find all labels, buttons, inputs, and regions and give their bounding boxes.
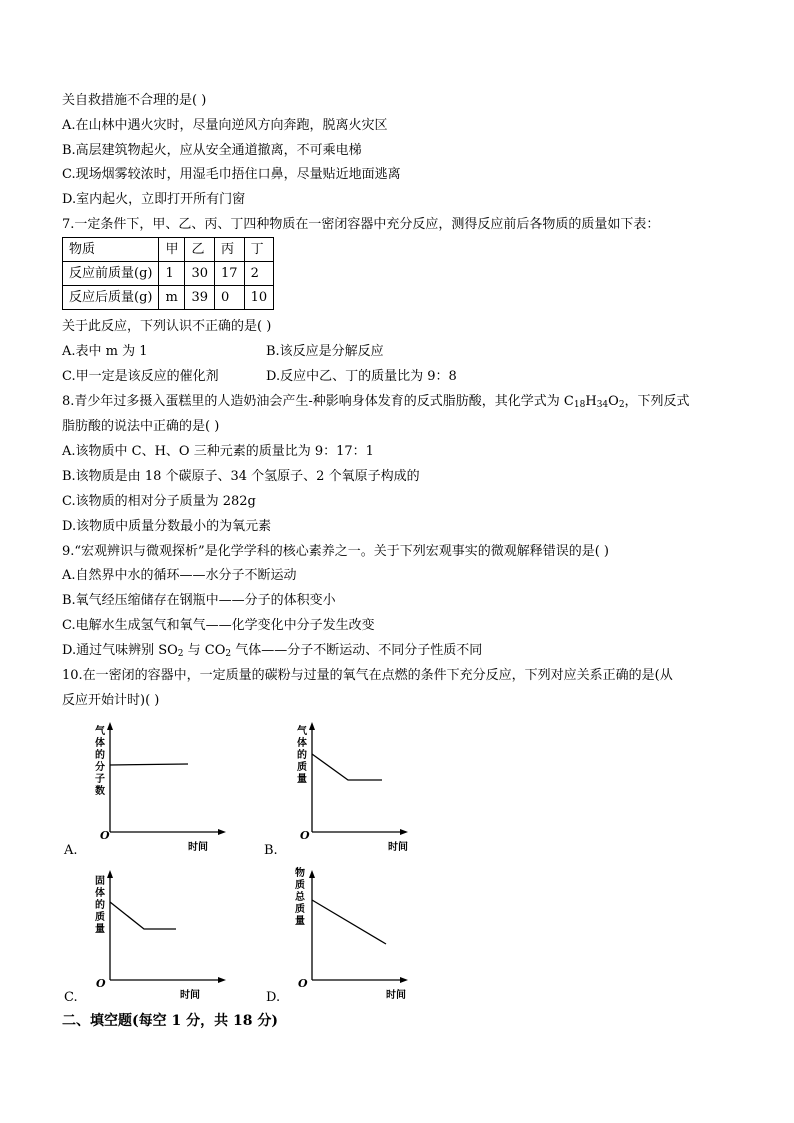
graph-c-origin: O xyxy=(96,977,106,990)
q9-option-d-tail: 气体——分子不断运动、不同分子性质不同 xyxy=(231,643,483,658)
table-cell: 丙 xyxy=(215,238,245,262)
x-axis-arrow xyxy=(400,977,408,983)
ylabel-char: 的 xyxy=(297,750,307,761)
ylabel-char: 体 xyxy=(297,738,307,749)
q9-subscript-1: 2 xyxy=(177,649,184,659)
curve xyxy=(312,900,386,944)
ylabel-char: 气 xyxy=(95,726,105,737)
ylabel-char: 量 xyxy=(295,916,305,927)
graph-a-ylabel xyxy=(94,726,106,798)
q10-stem: 10.在一密闭的容器中，一定质量的碳粉与过量的氧气在点燃的条件下充分反应，下列对应关系正确的是(从 xyxy=(62,668,673,683)
q7-stem: 7.一定条件下，甲、乙、丙、丁四种物质在一密闭容器中充分反应，测得反应前后各物质的质量如下表： xyxy=(62,217,660,232)
q6-option-d: D.室内起火，立即打开所有门窗 xyxy=(62,192,246,207)
table-cell: 39 xyxy=(185,286,215,310)
graph-c-ylabel xyxy=(94,876,106,936)
table-row xyxy=(63,286,274,310)
table-cell: 乙 xyxy=(185,238,215,262)
q9-stem: 9.“宏观辨识与微观探析”是化学学科的核心素养之一。关于下列宏观事实的微观解释错误的是( ) xyxy=(62,544,609,559)
q7-option-b: B.该反应是分解反应 xyxy=(266,344,384,359)
q8-option-d: D.该物质中质量分数最小的为氧元素 xyxy=(62,519,272,534)
graph-b-origin: O xyxy=(300,829,310,842)
curve xyxy=(110,902,176,929)
ylabel-char: 体 xyxy=(95,738,105,749)
q8-subscript-h: 34 xyxy=(596,400,609,410)
graph-c-label: C. xyxy=(64,990,78,1005)
q8-stem xyxy=(62,393,690,410)
graph-b-ylabel xyxy=(296,726,308,786)
curve xyxy=(110,764,188,765)
q8-option-a: A.该物质中 C、H、O 三种元素的质量比为 9：17：1 xyxy=(62,444,374,459)
table-cell: 17 xyxy=(215,262,245,286)
ylabel-char: 体 xyxy=(95,888,105,899)
graph-d-origin: O xyxy=(298,977,308,990)
table-cell: 30 xyxy=(185,262,215,286)
q6-stem: 关自救措施不合理的是( ) xyxy=(62,93,207,108)
q8-stem-tail: ，下列反式 xyxy=(624,394,690,409)
q8-option-c: C.该物质的相对分子质量为 282g xyxy=(62,494,256,509)
graph-a-xlabel: 时间 xyxy=(188,842,208,853)
table-cell: 丁 xyxy=(244,238,274,262)
q9-option-d xyxy=(62,642,482,659)
graph-a-label: A. xyxy=(64,843,78,858)
q9-option-d-text: D.通过气味辨别 SO xyxy=(62,643,178,658)
ylabel-char: 物 xyxy=(295,868,305,879)
y-axis-arrow xyxy=(309,870,315,878)
q9-option-b: B.氧气经压缩储存在钢瓶中——分子的体积变小 xyxy=(62,593,336,608)
q10-stem-line2: 反应开始计时)( ) xyxy=(62,693,160,708)
graph-d-xlabel: 时间 xyxy=(386,990,406,1001)
table-header-row xyxy=(63,238,274,262)
ylabel-char: 数 xyxy=(95,786,105,797)
ylabel-char: 气 xyxy=(297,726,307,737)
graph-b-label: B. xyxy=(264,843,278,858)
q8-stem-line2: 脂肪酸的说法中正确的是( ) xyxy=(62,419,220,434)
q7-option-c: C.甲一定是该反应的催化剂 xyxy=(62,369,219,384)
table-cell: 2 xyxy=(244,262,274,286)
table-cell: 0 xyxy=(215,286,245,310)
q7-question: 关于此反应，下列认识不正确的是( ) xyxy=(62,319,272,334)
graph-a-origin: O xyxy=(100,829,110,842)
q7-option-d: D.反应中乙、丁的质量比为 9：8 xyxy=(266,369,457,384)
ylabel-char: 量 xyxy=(297,774,307,785)
q8-stem-text: 8.青少年过多摄入蛋糕里的人造奶油会产生-种影响身体发育的反式脂肪酸，其化学式为 C xyxy=(62,394,574,409)
table-cell: 1 xyxy=(159,262,185,286)
ylabel-char: 分 xyxy=(95,762,105,773)
table-cell: m xyxy=(159,286,185,310)
x-axis-arrow xyxy=(400,829,408,835)
q9-option-a: A.自然界中水的循环——水分子不断运动 xyxy=(62,568,297,583)
q6-option-a: A.在山林中遇火灾时，尽量向逆风方向奔跑，脱离火灾区 xyxy=(62,118,388,133)
table-cell: 甲 xyxy=(159,238,185,262)
ylabel-char: 量 xyxy=(95,924,105,935)
table-cell: 反应后质量(g) xyxy=(63,286,159,310)
q9-option-c: C.电解水生成氢气和氧气——化学变化中分子发生改变 xyxy=(62,618,375,633)
q8-formula-o: O xyxy=(608,394,619,409)
table-cell: 反应前质量(g) xyxy=(63,262,159,286)
ylabel-char: 质 xyxy=(295,880,305,891)
q9-option-d-mid: 与 CO xyxy=(183,643,226,658)
x-axis-arrow xyxy=(218,829,226,835)
ylabel-char: 的 xyxy=(95,750,105,761)
ylabel-char: 总 xyxy=(295,892,305,903)
y-axis-arrow xyxy=(107,722,113,730)
curve xyxy=(312,754,382,780)
table-row xyxy=(63,262,274,286)
ylabel-char: 的 xyxy=(95,900,105,911)
ylabel-char: 质 xyxy=(95,912,105,923)
x-axis-arrow xyxy=(218,977,226,983)
q8-formula-h: H xyxy=(585,394,597,409)
graph-d-ylabel xyxy=(294,868,306,928)
ylabel-char: 质 xyxy=(295,904,305,915)
q9-subscript-2: 2 xyxy=(225,649,232,659)
y-axis-arrow xyxy=(309,722,315,730)
q6-option-c: C.现场烟雾较浓时，用湿毛巾捂住口鼻，尽量贴近地面逃离 xyxy=(62,167,401,182)
q8-subscript-o: 2 xyxy=(618,400,625,410)
graph-d-label: D. xyxy=(266,990,281,1005)
y-axis-arrow xyxy=(107,870,113,878)
table-cell: 物质 xyxy=(63,238,159,262)
q6-option-b: B.高层建筑物起火，应从安全通道撤离，不可乘电梯 xyxy=(62,143,362,158)
section-2-heading: 二、填空题(每空 1 分，共 18 分) xyxy=(62,1013,278,1029)
q8-subscript-c: 18 xyxy=(573,400,586,410)
ylabel-char: 固 xyxy=(95,876,105,887)
graph-c-xlabel: 时间 xyxy=(180,990,200,1001)
graph-b-xlabel: 时间 xyxy=(388,842,408,853)
ylabel-char: 质 xyxy=(297,762,307,773)
q7-mass-table xyxy=(62,237,274,310)
q8-option-b: B.该物质是由 18 个碳原子、34 个氢原子、2 个氧原子构成的 xyxy=(62,469,420,484)
ylabel-char: 子 xyxy=(95,774,105,785)
table-cell: 10 xyxy=(244,286,274,310)
q7-option-a: A.表中 m 为 1 xyxy=(62,344,148,359)
